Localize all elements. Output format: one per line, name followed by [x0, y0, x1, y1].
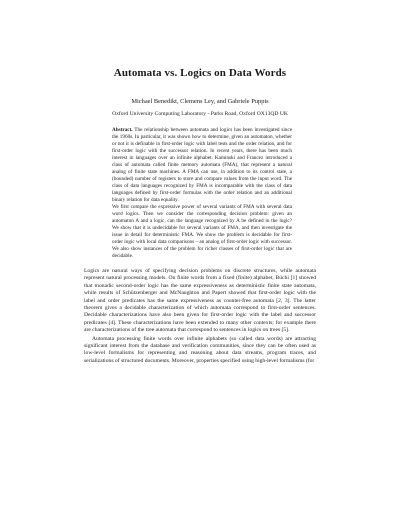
abstract-text-1: The relationship between automata and logics has been investigated since the 1960s. In particular, it was shown how to determine, given an automaton, whether or not it is definable in first-order logic with label tests and the order relation, and for first-order logic with the successor relation. In recent years, there has been much interest in languages over an infinite alphabet. Kaminski and Francez introduced a class of automata called finite memory automata (FMA), that represent a natural analog of finite state machines. A FMA can use, in addition to its control state, a (bounded) number of registers to store and compare values from the input word. The class of data languages recognized by FMA is incomparable with the class of data languages defined by first-order formulas with the order relation and an additional binary relation for data equality.	[112, 127, 293, 203]
affiliation: Oxford University Computing Laboratory - Parks Road, Oxford OX13QD UK	[112, 111, 288, 117]
author-list: Michael Benedikt, Clemens Ley, and Gabriele Puppis	[131, 98, 269, 105]
paper-title: Automata vs. Logics on Data Words	[113, 67, 287, 79]
abstract-paragraph-2: We first compare the expressive power of several variants of FMA with several data word logics. Then we consider the corresponding decision problem: given an automaton A and a logic, can the language recognized by A be defined in the logic? We show that it is undecidable for several variants of FMA, and then investigate the issue in detail for deterministic FMA. We show the problem is decidable for first-order logic with local data comparisons – an analog of first-order logic with successor. We also show instances of the problem for richer classes of first-order logic that are decidable.	[112, 204, 292, 259]
abstract	[112, 127, 292, 260]
abstract-label: Abstract.	[112, 127, 133, 133]
abstract-paragraph-1	[112, 127, 292, 204]
body-paragraph-1: Logics are natural ways of specifying decision problems on discrete structures, while automata represent natural processing models. On finite words from a fixed (finite) alphabet, Büchi [1] showed that monadic second-order logic has the same expressiveness as deterministic finite state automata, while results of Schützenberger and McNaughton and Papert showed that first-order logic with the label and order predicates has the same expressiveness as counter-free automata [2, 3]. The latter theorem gives a decidable characterization of which automata correspond to first-order sentences. Decidable characterizations have also been given for first-order logic with the label and successor predicates [4]. These characterizations have been extended to many other contexts; for example there are characterizations of the tree automata that correspond to sentences in logics on trees [5].	[84, 268, 316, 334]
body-text	[84, 268, 316, 366]
body-paragraph-2: Automata processing finite words over infinite alphabets (so called data words) are attracting significant interest from the database and verification communities, since they can be often used as low-level formalisms for representing and reasoning about data streams, program traces, and serializations of structured documents. Moreover, properties specified using high-level formalisms (for	[84, 335, 316, 364]
